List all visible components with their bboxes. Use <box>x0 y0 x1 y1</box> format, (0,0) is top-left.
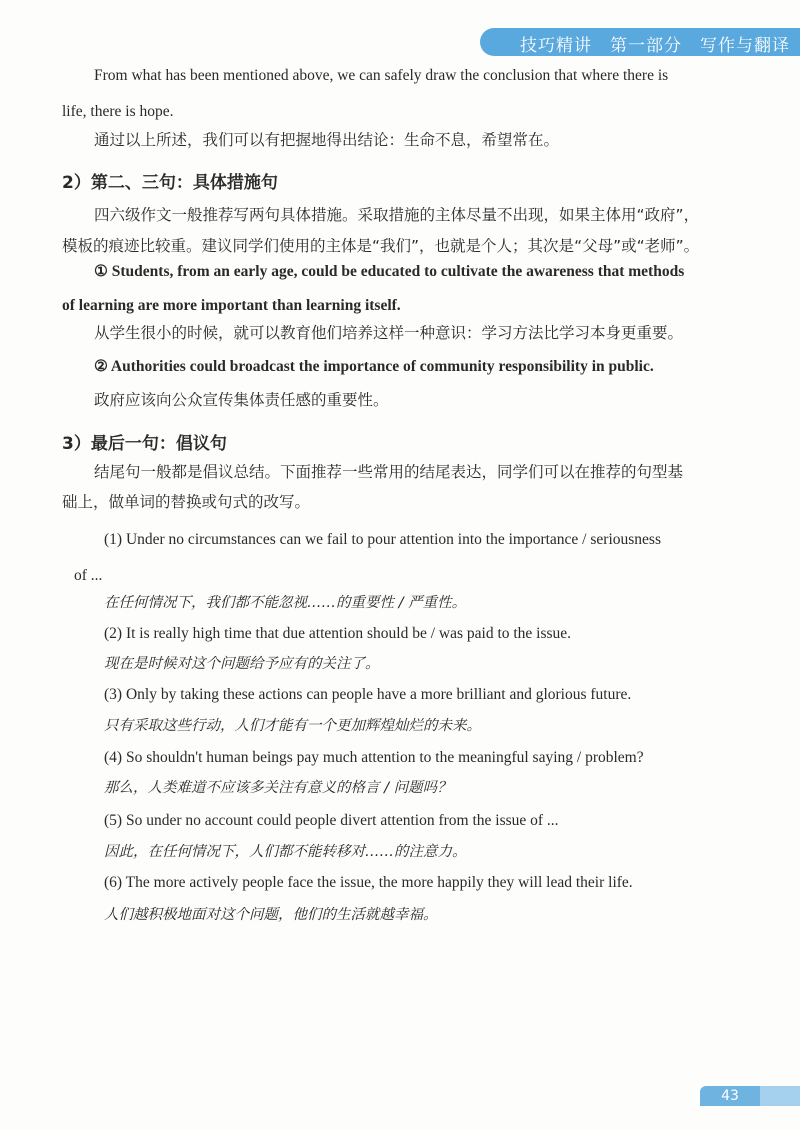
closing-6-cn: 人们越积极地面对这个问题，他们的生活就越幸福。 <box>104 907 438 923</box>
intro-cn: 通过以上所述，我们可以有把握地得出结论：生命不息，希望常在。 <box>94 131 560 149</box>
closing-1-en-line1: (1) Under no circumstances can we fail to pour attention into the importance / seriousness <box>104 531 661 548</box>
section2-desc-line1: 四六级作文一般推荐写两句具体措施。采取措施的主体尽量不出现，如果主体用“政府”， <box>94 206 700 224</box>
closing-1-en-line2: of ... <box>74 567 103 584</box>
section-header-title: 技巧精讲 第一部分 写作与翻译 <box>520 36 790 56</box>
section3-desc-line1: 结尾句一般都是倡议总结。下面推荐一些常用的结尾表达，同学们可以在推荐的句型基 <box>94 463 684 481</box>
section2-heading: 2）第二、三句：具体措施句 <box>62 173 278 193</box>
closing-3-cn: 只有采取这些行动，人们才能有一个更加辉煌灿烂的未来。 <box>104 718 481 734</box>
intro-en-line2: life, there is hope. <box>62 103 174 120</box>
section3-heading: 3）最后一句：倡议句 <box>62 434 227 454</box>
section2-example1-line2: of learning are more important than learning itself. <box>62 297 401 314</box>
section-header-band <box>480 28 800 56</box>
closing-2-cn: 现在是时候对这个问题给予应有的关注了。 <box>104 656 380 672</box>
closing-4-en: (4) So shouldn't human beings pay much attention to the meaningful saying / problem? <box>104 749 644 766</box>
closing-5-cn: 因此，在任何情况下，人们都不能转移对……的注意力。 <box>104 844 467 860</box>
page-number: 43 <box>721 1088 739 1104</box>
section2-example2-cn: 政府应该向公众宣传集体责任感的重要性。 <box>94 391 389 409</box>
closing-2-en: (2) It is really high time that due attention should be / was paid to the issue. <box>104 625 572 642</box>
closing-5-en: (5) So under no account could people divert attention from the issue of ... <box>104 812 559 829</box>
closing-3-en: (3) Only by taking these actions can people have a more brilliant and glorious future. <box>104 686 632 703</box>
section2-example1-line1: ① Students, from an early age, could be educated to cultivate the awareness that methods <box>94 263 685 280</box>
closing-6-en: (6) The more actively people face the issue, the more happily they will lead their life. <box>104 874 633 891</box>
closing-4-cn: 那么，人类难道不应该多关注有意义的格言 / 问题吗？ <box>104 780 452 796</box>
section2-desc-line2: 模板的痕迹比较重。建议同学们使用的主体是“我们”，也就是个人；其次是“父母”或“老师”。 <box>62 237 700 255</box>
section2-example2: ② Authorities could broadcast the importance of community responsibility in public. <box>94 358 654 375</box>
closing-1-cn: 在任何情况下，我们都不能忽视……的重要性 / 严重性。 <box>104 595 467 611</box>
section3-desc-line2: 础上，做单词的替换或句式的改写。 <box>62 493 311 511</box>
page-number-band-edge <box>760 1086 800 1106</box>
section2-example1-cn: 从学生很小的时候，就可以教育他们培养这样一种意识：学习方法比学习本身更重要。 <box>94 324 684 342</box>
intro-en-line1: From what has been mentioned above, we can safely draw the conclusion that where there is <box>94 67 669 84</box>
